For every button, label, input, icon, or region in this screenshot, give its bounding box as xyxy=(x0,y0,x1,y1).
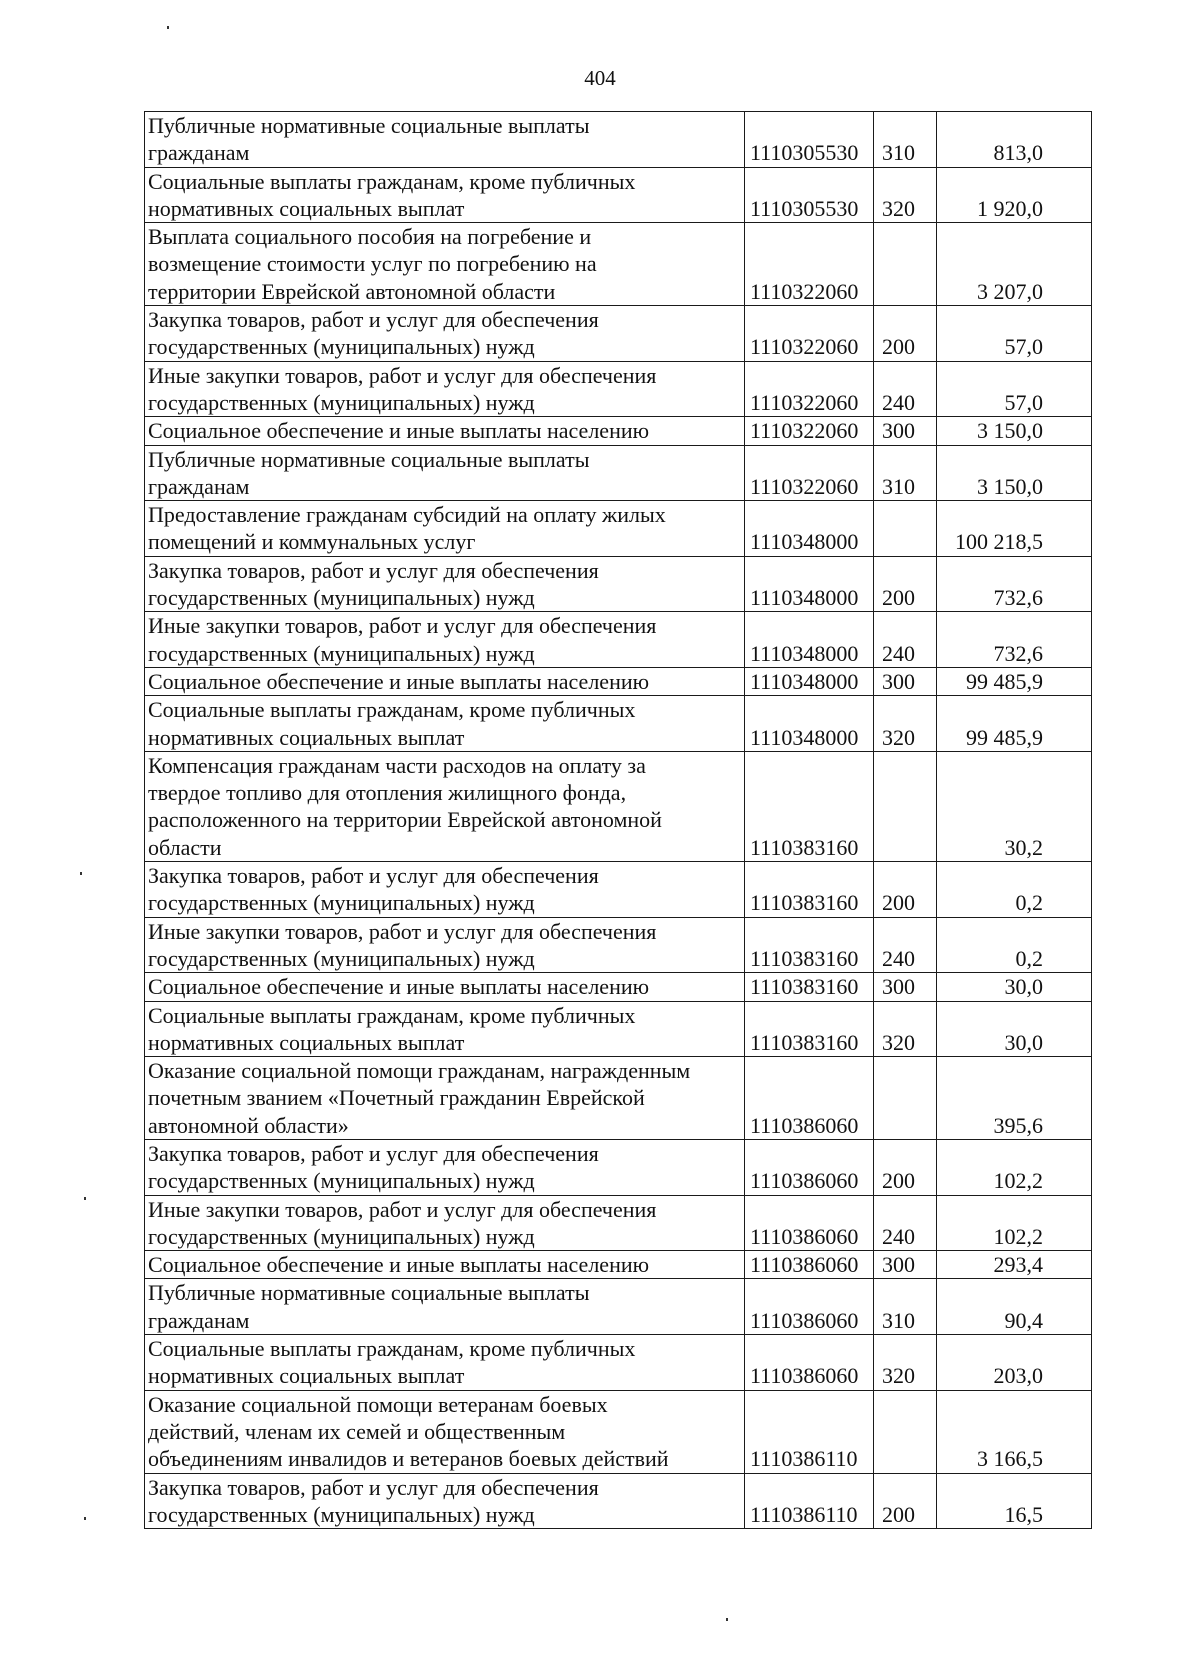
expense-type-cell: 320 xyxy=(874,1001,937,1057)
amount-cell: 16,5 xyxy=(937,1473,1092,1529)
expense-type-cell: 200 xyxy=(874,1473,937,1529)
expense-name-cell xyxy=(145,112,745,168)
expense-name-line: Закупка товаров, работ и услуг для обеспечения xyxy=(148,1474,599,1500)
expense-type-cell: 240 xyxy=(874,361,937,417)
target-code-cell: 1110348000 xyxy=(745,501,874,557)
target-code-cell: 1110386110 xyxy=(745,1390,874,1473)
target-code-cell: 1110386060 xyxy=(745,1251,874,1279)
expense-name-line: Социальные выплаты гражданам, кроме публичных xyxy=(148,1336,636,1362)
amount-cell: 0,2 xyxy=(937,862,1092,918)
expense-name-cell xyxy=(145,223,745,306)
expense-name-line: автономной области» xyxy=(148,1112,349,1138)
expense-type-cell: 320 xyxy=(874,696,937,752)
expense-name-cell xyxy=(145,167,745,223)
expense-name-line: области xyxy=(148,834,222,860)
expense-name-cell xyxy=(145,1195,745,1251)
expense-type-cell: 200 xyxy=(874,306,937,362)
amount-cell: 100 218,5 xyxy=(937,501,1092,557)
expense-type-cell: 310 xyxy=(874,445,937,501)
expense-name-line: Закупка товаров, работ и услуг для обеспечения xyxy=(148,307,599,333)
table-row xyxy=(145,1390,1092,1473)
target-code-cell: 1110386060 xyxy=(745,1195,874,1251)
expense-name-line: Оказание социальной помощи ветеранам боевых xyxy=(148,1391,608,1417)
table-row xyxy=(145,1335,1092,1391)
expense-name-line: Публичные нормативные социальные выплаты xyxy=(148,113,590,138)
expense-name-cell xyxy=(145,1279,745,1335)
amount-cell: 732,6 xyxy=(937,556,1092,612)
table-row xyxy=(145,417,1092,445)
expense-name-cell xyxy=(145,917,745,973)
amount-cell: 0,2 xyxy=(937,917,1092,973)
expense-type-cell: 320 xyxy=(874,167,937,223)
scan-speck xyxy=(84,1517,86,1520)
expense-name-line: Социальные выплаты гражданам, кроме публичных xyxy=(148,697,636,723)
scan-speck xyxy=(84,1197,86,1200)
expense-type-cell: 300 xyxy=(874,973,937,1001)
expense-type-cell: 300 xyxy=(874,1251,937,1279)
table-row xyxy=(145,1001,1092,1057)
amount-cell: 3 207,0 xyxy=(937,223,1092,306)
expense-type-cell: 320 xyxy=(874,1335,937,1391)
expense-name-line: государственных (муниципальных) нужд xyxy=(148,389,535,415)
budget-table xyxy=(144,111,1092,1529)
expense-name-line: помещений и коммунальных услуг xyxy=(148,529,476,555)
expense-name-cell xyxy=(145,556,745,612)
table-row xyxy=(145,167,1092,223)
target-code-cell: 1110322060 xyxy=(745,361,874,417)
amount-cell: 3 166,5 xyxy=(937,1390,1092,1473)
expense-name-line: Публичные нормативные социальные выплаты xyxy=(148,1280,590,1306)
expense-name-line: гражданам xyxy=(148,473,250,499)
amount-cell: 102,2 xyxy=(937,1195,1092,1251)
target-code-cell: 1110348000 xyxy=(745,612,874,668)
expense-type-cell xyxy=(874,1057,937,1140)
table-row xyxy=(145,501,1092,557)
target-code-cell: 1110383160 xyxy=(745,751,874,861)
expense-name-line: государственных (муниципальных) нужд xyxy=(148,945,535,971)
table-row xyxy=(145,223,1092,306)
table-row xyxy=(145,1473,1092,1529)
table-row xyxy=(145,1251,1092,1279)
table-row xyxy=(145,445,1092,501)
target-code-cell: 1110383160 xyxy=(745,917,874,973)
expense-name-line: государственных (муниципальных) нужд xyxy=(148,640,535,666)
amount-cell: 1 920,0 xyxy=(937,167,1092,223)
expense-name-line: возмещение стоимости услуг по погребению на xyxy=(148,251,597,277)
amount-cell: 99 485,9 xyxy=(937,696,1092,752)
amount-cell: 813,0 xyxy=(937,112,1092,168)
expense-type-cell: 240 xyxy=(874,917,937,973)
target-code-cell: 1110348000 xyxy=(745,667,874,695)
expense-type-cell: 240 xyxy=(874,1195,937,1251)
expense-type-cell: 300 xyxy=(874,417,937,445)
table-row xyxy=(145,1057,1092,1140)
target-code-cell: 1110386060 xyxy=(745,1279,874,1335)
expense-name-cell xyxy=(145,1473,745,1529)
expense-name-line: объединениям инвалидов и ветеранов боевых действий xyxy=(148,1446,669,1472)
table-row xyxy=(145,862,1092,918)
table-row xyxy=(145,1279,1092,1335)
expense-type-cell: 200 xyxy=(874,556,937,612)
expense-name-cell xyxy=(145,1335,745,1391)
table-row xyxy=(145,112,1092,168)
expense-name-line: Социальные выплаты гражданам, кроме публичных xyxy=(148,168,636,194)
expense-name-cell xyxy=(145,751,745,861)
amount-cell: 3 150,0 xyxy=(937,417,1092,445)
target-code-cell: 1110322060 xyxy=(745,417,874,445)
expense-name-line: нормативных социальных выплат xyxy=(148,724,465,750)
expense-name-line: государственных (муниципальных) нужд xyxy=(148,1168,535,1194)
expense-type-cell: 200 xyxy=(874,1139,937,1195)
table-row xyxy=(145,751,1092,861)
target-code-cell: 1110386060 xyxy=(745,1057,874,1140)
scan-speck xyxy=(80,872,82,875)
expense-name-line: Оказание социальной помощи гражданам, награжденным xyxy=(148,1058,691,1084)
expense-name-cell xyxy=(145,501,745,557)
expense-type-cell: 310 xyxy=(874,1279,937,1335)
target-code-cell: 1110383160 xyxy=(745,1001,874,1057)
target-code-cell: 1110386060 xyxy=(745,1139,874,1195)
expense-name-cell xyxy=(145,417,745,445)
expense-name-line: Иные закупки товаров, работ и услуг для обеспечения xyxy=(148,918,657,944)
amount-cell: 102,2 xyxy=(937,1139,1092,1195)
expense-name-cell xyxy=(145,862,745,918)
target-code-cell: 1110383160 xyxy=(745,862,874,918)
expense-name-cell xyxy=(145,612,745,668)
expense-name-line: Иные закупки товаров, работ и услуг для обеспечения xyxy=(148,613,657,639)
amount-cell: 99 485,9 xyxy=(937,667,1092,695)
expense-name-line: государственных (муниципальных) нужд xyxy=(148,1223,535,1249)
scan-speck xyxy=(167,26,169,29)
expense-name-cell xyxy=(145,1390,745,1473)
target-code-cell: 1110383160 xyxy=(745,973,874,1001)
expense-name-line: Выплата социального пособия на погребение и xyxy=(148,224,592,250)
expense-name-line: Закупка товаров, работ и услуг для обеспечения xyxy=(148,1140,599,1166)
target-code-cell: 1110305530 xyxy=(745,167,874,223)
table-row xyxy=(145,361,1092,417)
table-row xyxy=(145,1139,1092,1195)
expense-name-cell xyxy=(145,1057,745,1140)
amount-cell: 30,0 xyxy=(937,1001,1092,1057)
expense-type-cell: 300 xyxy=(874,667,937,695)
target-code-cell: 1110386060 xyxy=(745,1335,874,1391)
expense-name-line: твердое топливо для отопления жилищного фонда, xyxy=(148,780,627,806)
expense-name-cell xyxy=(145,1251,745,1279)
expense-name-line: расположенного на территории Еврейской автономной xyxy=(148,807,662,833)
target-code-cell: 1110322060 xyxy=(745,445,874,501)
expense-name-line: государственных (муниципальных) нужд xyxy=(148,585,535,611)
expense-type-cell: 310 xyxy=(874,112,937,168)
expense-name-line: государственных (муниципальных) нужд xyxy=(148,890,535,916)
expense-name-line: Социальные выплаты гражданам, кроме публичных xyxy=(148,1002,636,1028)
target-code-cell: 1110322060 xyxy=(745,223,874,306)
expense-name-line: нормативных социальных выплат xyxy=(148,1029,465,1055)
target-code-cell: 1110322060 xyxy=(745,306,874,362)
table-row xyxy=(145,306,1092,362)
table-row xyxy=(145,667,1092,695)
expense-name-line: гражданам xyxy=(148,1307,250,1333)
expense-name-line: территории Еврейской автономной области xyxy=(148,278,556,304)
target-code-cell: 1110386110 xyxy=(745,1473,874,1529)
expense-type-cell xyxy=(874,751,937,861)
table-row xyxy=(145,1195,1092,1251)
expense-name-cell xyxy=(145,667,745,695)
expense-name-cell xyxy=(145,696,745,752)
expense-type-cell xyxy=(874,1390,937,1473)
table-row xyxy=(145,973,1092,1001)
expense-name-line: Компенсация гражданам части расходов на оплату за xyxy=(148,752,646,778)
expense-name-line: государственных (муниципальных) нужд xyxy=(148,334,535,360)
expense-name-cell xyxy=(145,306,745,362)
amount-cell: 30,2 xyxy=(937,751,1092,861)
expense-name-line: Закупка товаров, работ и услуг для обеспечения xyxy=(148,863,599,889)
expense-name-cell xyxy=(145,1139,745,1195)
page-number: 404 xyxy=(584,66,616,90)
expense-name-line: гражданам xyxy=(148,140,250,166)
expense-name-line: действий, членам их семей и общественным xyxy=(148,1418,566,1444)
amount-cell: 203,0 xyxy=(937,1335,1092,1391)
target-code-cell: 1110348000 xyxy=(745,556,874,612)
expense-type-cell xyxy=(874,501,937,557)
table-row xyxy=(145,612,1092,668)
expense-name-line: Социальное обеспечение и иные выплаты населению xyxy=(148,1252,650,1278)
amount-cell: 30,0 xyxy=(937,973,1092,1001)
expense-name-line: Закупка товаров, работ и услуг для обеспечения xyxy=(148,557,599,583)
expense-name-line: нормативных социальных выплат xyxy=(148,195,465,221)
expense-type-cell: 200 xyxy=(874,862,937,918)
amount-cell: 395,6 xyxy=(937,1057,1092,1140)
expense-name-line: Социальное обеспечение и иные выплаты населению xyxy=(148,668,650,694)
expense-name-line: Иные закупки товаров, работ и услуг для обеспечения xyxy=(148,1196,657,1222)
amount-cell: 57,0 xyxy=(937,306,1092,362)
scan-speck xyxy=(726,1618,728,1621)
table-row xyxy=(145,917,1092,973)
expense-name-line: Публичные нормативные социальные выплаты xyxy=(148,446,590,472)
expense-name-line: Предоставление гражданам субсидий на оплату жилых xyxy=(148,502,666,528)
expense-name-cell xyxy=(145,973,745,1001)
expense-type-cell: 240 xyxy=(874,612,937,668)
table-body xyxy=(145,112,1092,1529)
expense-name-line: Иные закупки товаров, работ и услуг для обеспечения xyxy=(148,362,657,388)
table-row xyxy=(145,696,1092,752)
expense-name-line: Социальное обеспечение и иные выплаты населению xyxy=(148,974,650,1000)
amount-cell: 90,4 xyxy=(937,1279,1092,1335)
expense-name-line: Социальное обеспечение и иные выплаты населению xyxy=(148,418,650,444)
expense-name-line: государственных (муниципальных) нужд xyxy=(148,1501,535,1527)
expense-name-cell xyxy=(145,361,745,417)
table-row xyxy=(145,556,1092,612)
expense-name-cell xyxy=(145,445,745,501)
amount-cell: 293,4 xyxy=(937,1251,1092,1279)
expense-name-cell xyxy=(145,1001,745,1057)
expense-name-line: почетным званием «Почетный гражданин Еврейской xyxy=(148,1085,645,1111)
amount-cell: 732,6 xyxy=(937,612,1092,668)
amount-cell: 57,0 xyxy=(937,361,1092,417)
target-code-cell: 1110348000 xyxy=(745,696,874,752)
expense-type-cell xyxy=(874,223,937,306)
target-code-cell: 1110305530 xyxy=(745,112,874,168)
amount-cell: 3 150,0 xyxy=(937,445,1092,501)
expense-name-line: нормативных социальных выплат xyxy=(148,1363,465,1389)
